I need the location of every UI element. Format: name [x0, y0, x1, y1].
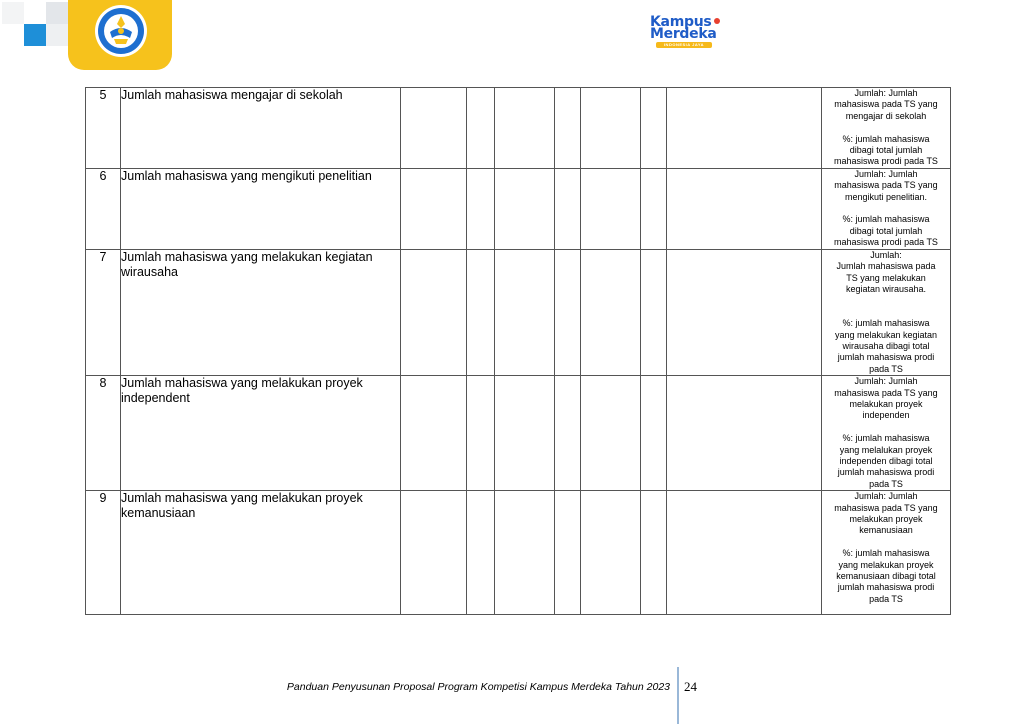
- empty-cell: [581, 249, 641, 375]
- empty-cell: [467, 376, 495, 491]
- empty-cell: [401, 168, 467, 249]
- empty-cell: [401, 376, 467, 491]
- empty-cell: [667, 168, 822, 249]
- empty-cell: [667, 249, 822, 375]
- empty-cell: [401, 249, 467, 375]
- empty-cell: [641, 168, 667, 249]
- row-indicator: Jumlah mahasiswa yang mengikuti penelitian: [121, 168, 401, 249]
- kampus-merdeka-logo: [648, 14, 718, 50]
- empty-cell: [555, 491, 581, 615]
- empty-cell: [581, 491, 641, 615]
- row-number: 6: [86, 168, 121, 249]
- empty-cell: [555, 168, 581, 249]
- logo-subtitle: INDONESIA JAYA: [663, 42, 705, 47]
- corner-square-light: [2, 2, 24, 24]
- row-indicator: Jumlah mahasiswa yang melakukan proyek independent: [121, 376, 401, 491]
- empty-cell: [401, 88, 467, 169]
- empty-cell: [581, 88, 641, 169]
- tut-wuri-handayani-emblem-icon: [94, 4, 148, 58]
- empty-cell: [641, 376, 667, 491]
- page-number: 24: [684, 679, 697, 694]
- table-row: [86, 249, 951, 375]
- row-number: 5: [86, 88, 121, 169]
- row-number: 7: [86, 249, 121, 375]
- row-note: Jumlah: Jumlah mahasiswa pada TS yang melakukan proyek independen %: jumlah mahasiswa yang melalukan proyek independen dibagi total jumlah mahasiswa prodi pada TS: [822, 376, 951, 491]
- empty-cell: [581, 168, 641, 249]
- empty-cell: [495, 249, 555, 375]
- empty-cell: [467, 249, 495, 375]
- table-row: [86, 88, 951, 169]
- corner-square-blue: [24, 24, 46, 46]
- empty-cell: [495, 168, 555, 249]
- empty-cell: [667, 88, 822, 169]
- row-note: Jumlah: Jumlah mahasiswa pada TS yang melakukan proyek kemanusiaan %: jumlah mahasiswa yang melakukan proyek kemanusiaan dibagi total jumlah mahasiswa prodi pada TS: [822, 491, 951, 615]
- empty-cell: [641, 491, 667, 615]
- logo-accent-dot: [714, 18, 720, 24]
- empty-cell: [641, 249, 667, 375]
- table-row: [86, 168, 951, 249]
- row-number: 8: [86, 376, 121, 491]
- corner-square-grey-lower: [46, 24, 68, 46]
- empty-cell: [555, 376, 581, 491]
- logo-merdeka-text: Merdeka: [650, 26, 717, 42]
- header-yellow-tab: [68, 0, 172, 70]
- indicator-table: [85, 87, 951, 615]
- empty-cell: [401, 491, 467, 615]
- row-note: Jumlah: Jumlah mahasiswa pada TS yang mengikuti penelitian. %: jumlah mahasiswa dibagi total jumlah mahasiswa prodi pada TS: [822, 168, 951, 249]
- empty-cell: [581, 376, 641, 491]
- row-number: 9: [86, 491, 121, 615]
- row-indicator: Jumlah mahasiswa yang melakukan kegiatan wirausaha: [121, 249, 401, 375]
- row-note: Jumlah: Jumlah mahasiswa pada TS yang melakukan kegiatan wirausaha. %: jumlah mahasiswa yang melakukan kegiatan wirausaha dibagi total jumlah mahasiswa prodi pada TS: [822, 249, 951, 375]
- empty-cell: [555, 88, 581, 169]
- empty-cell: [667, 376, 822, 491]
- empty-cell: [467, 88, 495, 169]
- footer-divider: [677, 667, 679, 724]
- table-row: [86, 376, 951, 491]
- footer-title: Panduan Penyusunan Proposal Program Kompetisi Kampus Merdeka Tahun 2023: [286, 681, 670, 693]
- empty-cell: [467, 168, 495, 249]
- empty-cell: [555, 249, 581, 375]
- corner-square-grey: [46, 2, 68, 24]
- empty-cell: [495, 376, 555, 491]
- empty-cell: [641, 88, 667, 169]
- empty-cell: [467, 491, 495, 615]
- empty-cell: [495, 88, 555, 169]
- logo-kampus-text: Kampus: [650, 14, 712, 30]
- table-row: [86, 491, 951, 615]
- empty-cell: [495, 491, 555, 615]
- empty-cell: [667, 491, 822, 615]
- row-note: Jumlah: Jumlah mahasiswa pada TS yang mengajar di sekolah %: jumlah mahasiswa dibagi total jumlah mahasiswa prodi pada TS: [822, 88, 951, 169]
- row-indicator: Jumlah mahasiswa mengajar di sekolah: [121, 88, 401, 169]
- row-indicator: Jumlah mahasiswa yang melakukan proyek kemanusiaan: [121, 491, 401, 615]
